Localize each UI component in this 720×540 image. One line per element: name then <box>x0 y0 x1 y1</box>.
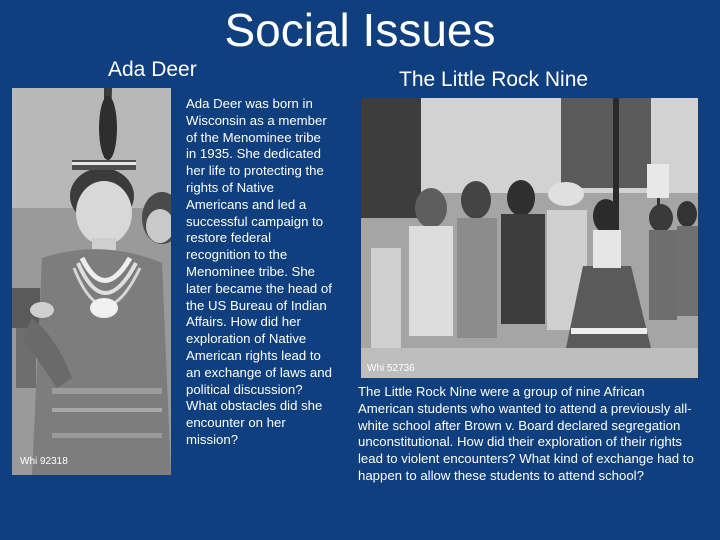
little-rock-nine-photo-caption: Whi 52736 <box>367 363 415 374</box>
ada-deer-photo-caption: Whi 92318 <box>20 456 68 467</box>
ada-deer-description: Ada Deer was born in Wisconsin as a member of the Menominee tribe in 1935. She dedicated her life to protecting the rights of Native Americans and led a successful campaign to restore federal recognition to the Menominee tribe. She later became the head of the US Bureau of Indian Affairs. How did her exploration of Native American rights lead to an exchange of laws and political discussion? What obstacles did she encounter on her mission? <box>186 96 332 447</box>
little-rock-nine-description: The Little Rock Nine were a group of nine African American students who wanted to attend a previously all-white school after Brown v. Board declared segregation unconstitutional. How did their exploration of their rights lead to violent encounters? What kind of exchange had to happen to allow these students to attend school? <box>358 384 694 483</box>
little-rock-nine-heading: The Little Rock Nine <box>399 68 589 91</box>
little-rock-nine-photo <box>361 98 698 378</box>
slide-title: Social Issues <box>224 4 496 56</box>
ada-deer-heading: Ada Deer <box>108 58 197 81</box>
ada-deer-photo <box>12 88 171 475</box>
